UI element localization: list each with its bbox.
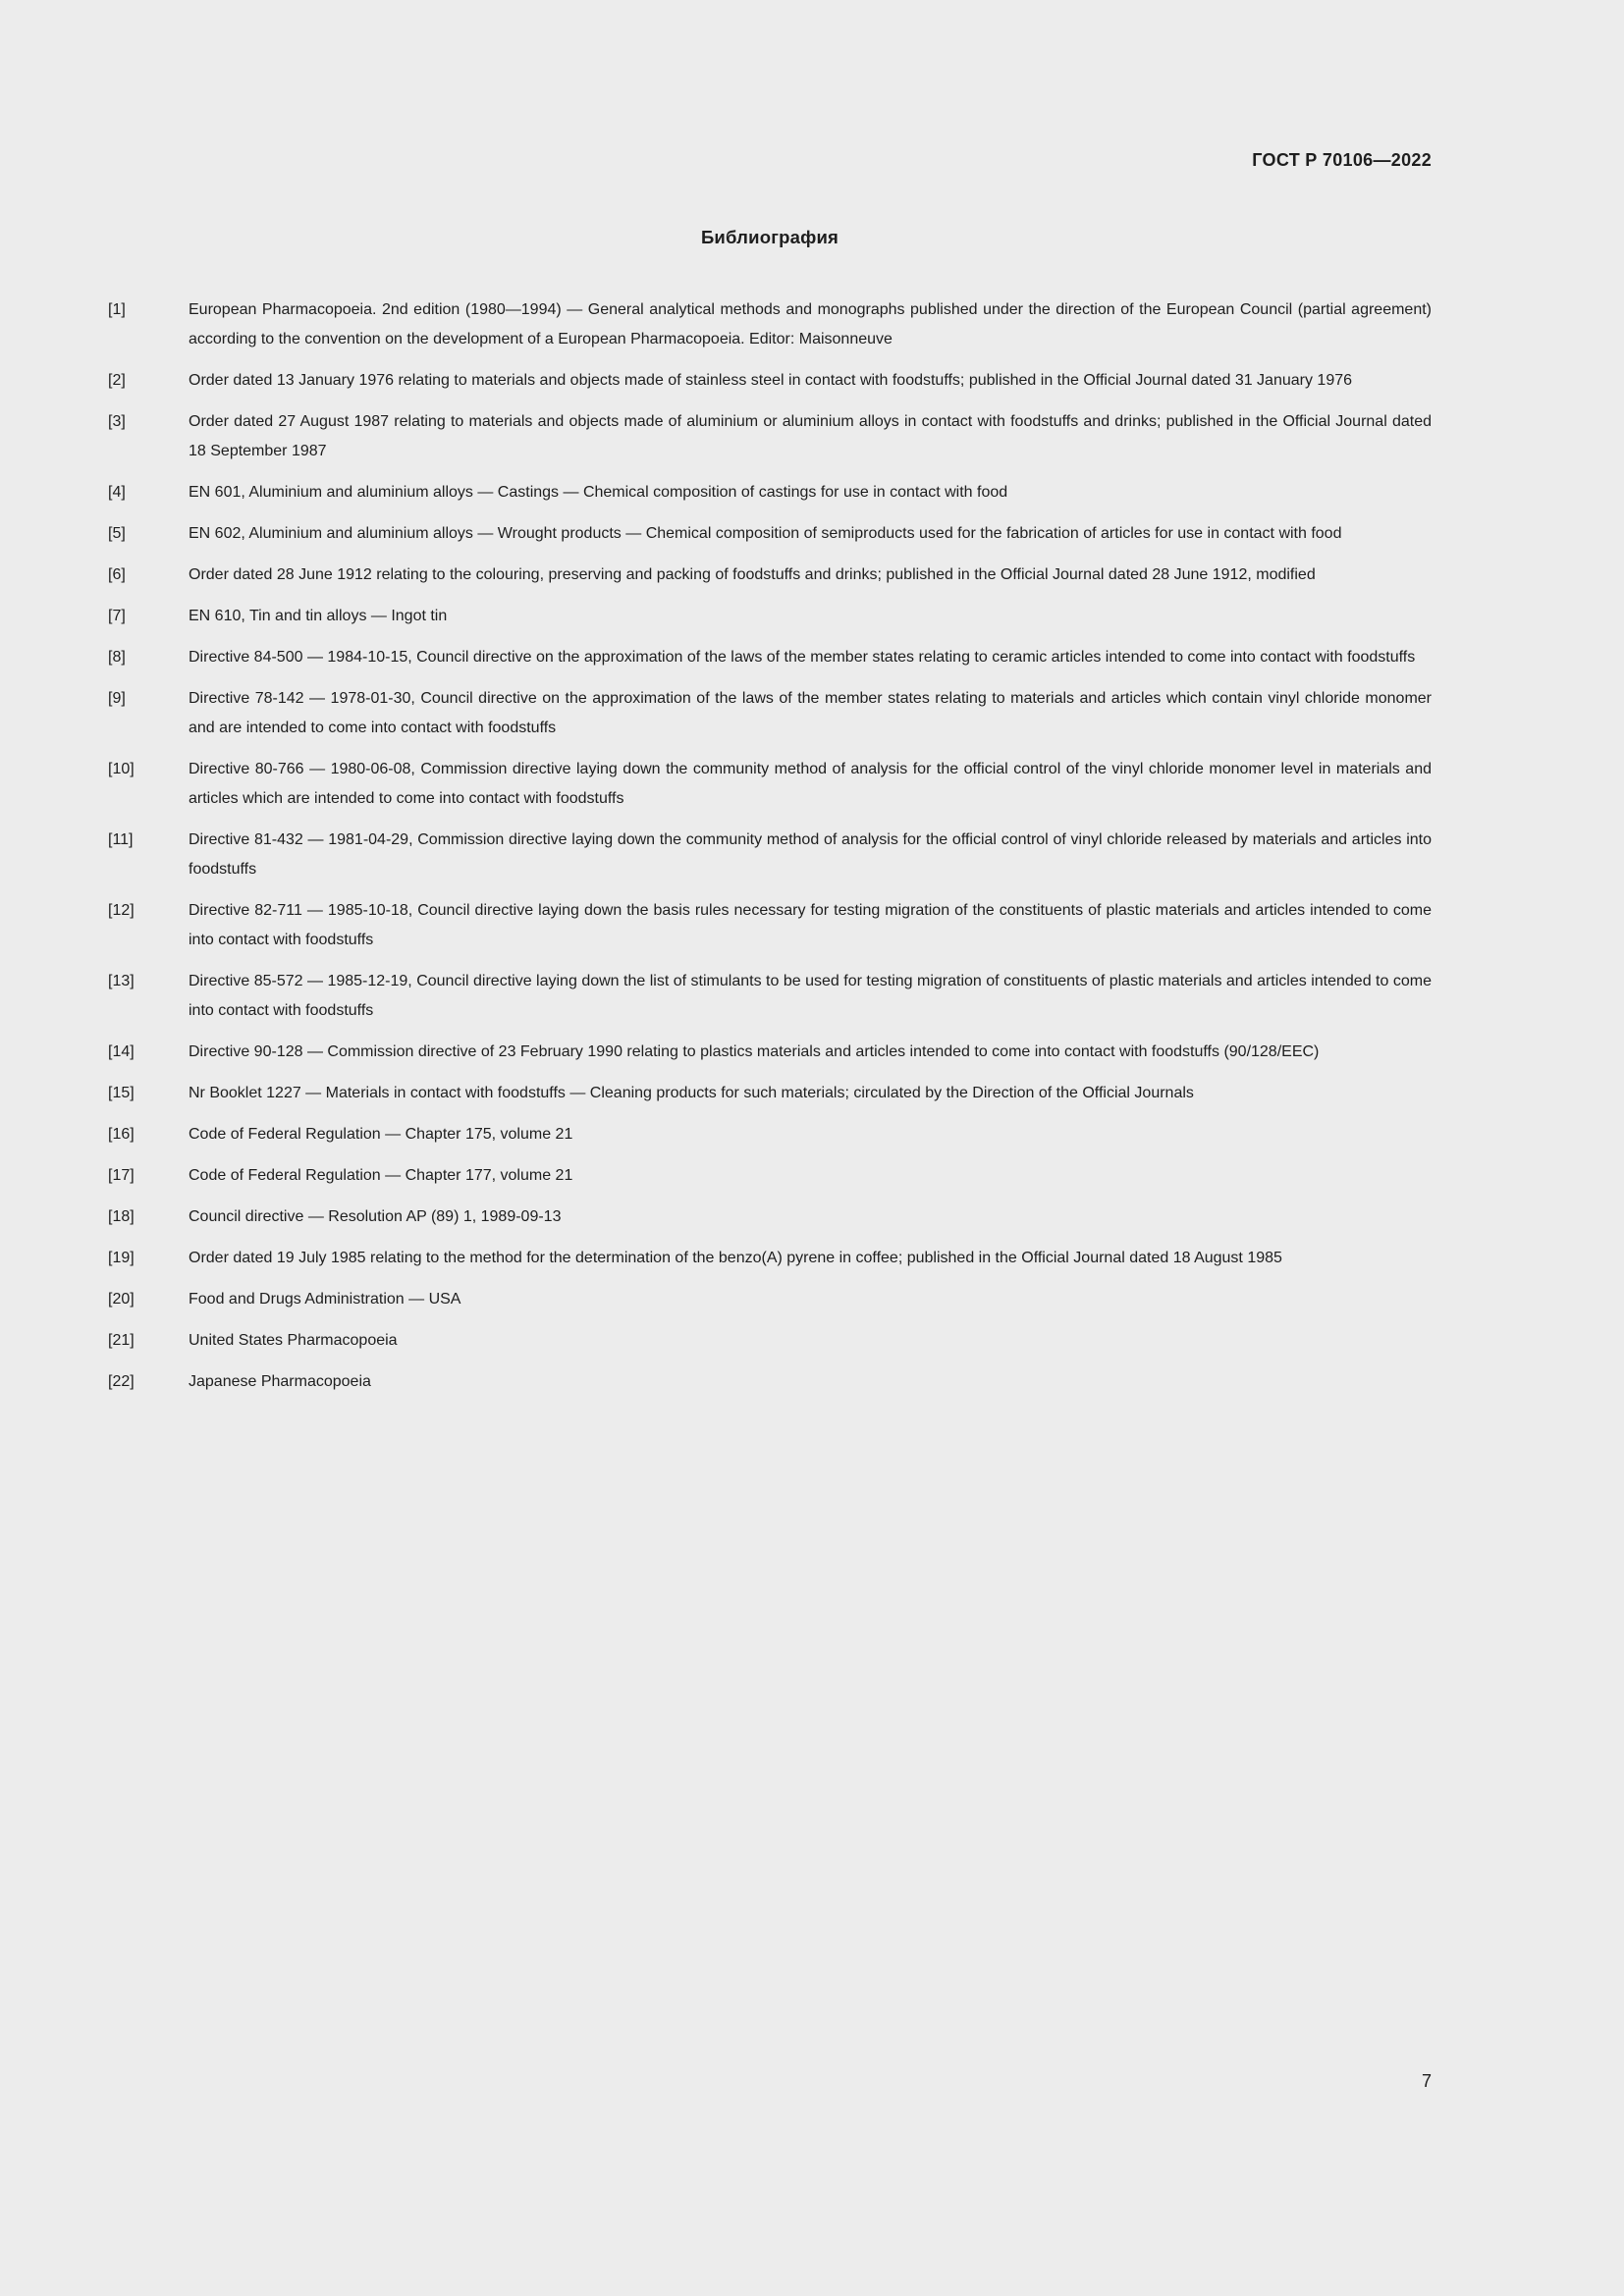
item-number: [14]	[108, 1043, 135, 1060]
item-text: Nr Booklet 1227 — Materials in contact with foodstuffs — Cleaning products for such materials; circulated by the Direction of the Official Journals	[189, 1085, 1194, 1101]
list-item	[108, 295, 1432, 354]
item-number: [20]	[108, 1291, 135, 1308]
item-text: Food and Drugs Administration — USA	[189, 1291, 461, 1308]
item-number: [8]	[108, 649, 126, 666]
page-number: 7	[1421, 2071, 1432, 2091]
item-number: [7]	[108, 608, 126, 624]
item-number: [19]	[108, 1250, 135, 1266]
list-item	[108, 967, 1432, 1026]
bibliography-list	[108, 295, 1432, 1409]
item-number: [16]	[108, 1126, 135, 1143]
list-item	[108, 1161, 1432, 1191]
item-text: Code of Federal Regulation — Chapter 175, volume 21	[189, 1126, 573, 1143]
list-item	[108, 1244, 1432, 1273]
list-item	[108, 755, 1432, 814]
item-text: Directive 85-572 — 1985-12-19, Council directive laying down the list of stimulants to be used for testing migration of constituents of plastic materials and articles intended to come into contact with foodstuffs	[189, 973, 1432, 1019]
item-number: [1]	[108, 301, 126, 318]
item-number: [11]	[108, 831, 134, 848]
list-item	[108, 561, 1432, 590]
item-text: Order dated 27 August 1987 relating to materials and objects made of aluminium or aluminium alloys in contact with foodstuffs and drinks; published in the Official Journal dated 18 September 1987	[189, 413, 1432, 459]
item-text: Council directive — Resolution AP (89) 1, 1989-09-13	[189, 1208, 562, 1225]
item-number: [12]	[108, 902, 135, 919]
item-number: [21]	[108, 1332, 135, 1349]
item-number: [18]	[108, 1208, 135, 1225]
list-item	[108, 684, 1432, 743]
list-item	[108, 1120, 1432, 1149]
item-text: United States Pharmacopoeia	[189, 1332, 398, 1349]
page-title: Библиография	[700, 227, 839, 247]
item-number: [5]	[108, 525, 126, 542]
item-text: European Pharmacopoeia. 2nd edition (1980—1994) — General analytical methods and monographs published under the direction of the European Council (partial agreement) according to the convention on the development of a European Pharmacopoeia. Editor: Maisonneuve	[189, 301, 1432, 347]
list-item	[108, 1285, 1432, 1314]
item-number: [9]	[108, 690, 126, 707]
item-text: EN 601, Aluminium and aluminium alloys — Castings — Chemical composition of castings for use in contact with food	[189, 484, 1008, 501]
item-text: Code of Federal Regulation — Chapter 177, volume 21	[189, 1167, 573, 1184]
item-text: EN 610, Tin and tin alloys — Ingot tin	[189, 608, 448, 624]
item-number: [10]	[108, 761, 135, 777]
standard-designation: ГОСТ Р 70106—2022	[1252, 150, 1432, 170]
item-text: Order dated 19 July 1985 relating to the method for the determination of the benzo(A) pyrene in coffee; published in the Official Journal dated 18 August 1985	[189, 1250, 1282, 1266]
item-text: Directive 84-500 — 1984-10-15, Council directive on the approximation of the laws of the member states relating to ceramic articles intended to come into contact with foodstuffs	[189, 649, 1416, 666]
item-number: [22]	[108, 1373, 135, 1390]
item-number: [2]	[108, 372, 126, 389]
item-number: [4]	[108, 484, 126, 501]
document-header	[108, 150, 1432, 171]
list-item	[108, 407, 1432, 466]
list-item	[108, 1326, 1432, 1356]
item-text: Directive 78-142 — 1978-01-30, Council directive on the approximation of the laws of the member states relating to materials and articles which contain vinyl chloride monomer and are intended to come into contact with foodstuffs	[189, 690, 1432, 736]
list-item	[108, 1202, 1432, 1232]
list-item	[108, 478, 1432, 507]
item-text: Directive 82-711 — 1985-10-18, Council directive laying down the basis rules necessary for testing migration of the constituents of plastic materials and articles intended to come into contact with foodstuffs	[189, 902, 1432, 948]
item-number: [17]	[108, 1167, 135, 1184]
item-text: Directive 81-432 — 1981-04-29, Commission directive laying down the community method of analysis for the official control of vinyl chloride released by materials and articles into foodstuffs	[189, 831, 1432, 878]
list-item	[108, 1038, 1432, 1067]
item-text: EN 602, Aluminium and aluminium alloys — Wrought products — Chemical composition of semiproducts used for the fabrication of articles for use in contact with food	[189, 525, 1342, 542]
item-text: Directive 80-766 — 1980-06-08, Commission directive laying down the community method of analysis for the official control of the vinyl chloride monomer level in materials and articles which are intended to come into contact with foodstuffs	[189, 761, 1432, 807]
item-text: Order dated 28 June 1912 relating to the colouring, preserving and packing of foodstuffs and drinks; published in the Official Journal dated 28 June 1912, modified	[189, 566, 1316, 583]
list-item	[108, 826, 1432, 884]
list-item	[108, 519, 1432, 549]
list-item	[108, 366, 1432, 396]
item-number: [15]	[108, 1085, 135, 1101]
item-text: Japanese Pharmacopoeia	[189, 1373, 371, 1390]
list-item	[108, 896, 1432, 955]
item-number: [13]	[108, 973, 135, 989]
list-item	[108, 1367, 1432, 1397]
list-item	[108, 1079, 1432, 1108]
list-item	[108, 602, 1432, 631]
list-item	[108, 643, 1432, 672]
item-text: Directive 90-128 — Commission directive of 23 February 1990 relating to plastics materials and articles intended to come into contact with foodstuffs (90/128/EEC)	[189, 1043, 1320, 1060]
item-number: [6]	[108, 566, 126, 583]
item-text: Order dated 13 January 1976 relating to materials and objects made of stainless steel in contact with foodstuffs; published in the Official Journal dated 31 January 1976	[189, 372, 1353, 389]
item-number: [3]	[108, 413, 126, 430]
